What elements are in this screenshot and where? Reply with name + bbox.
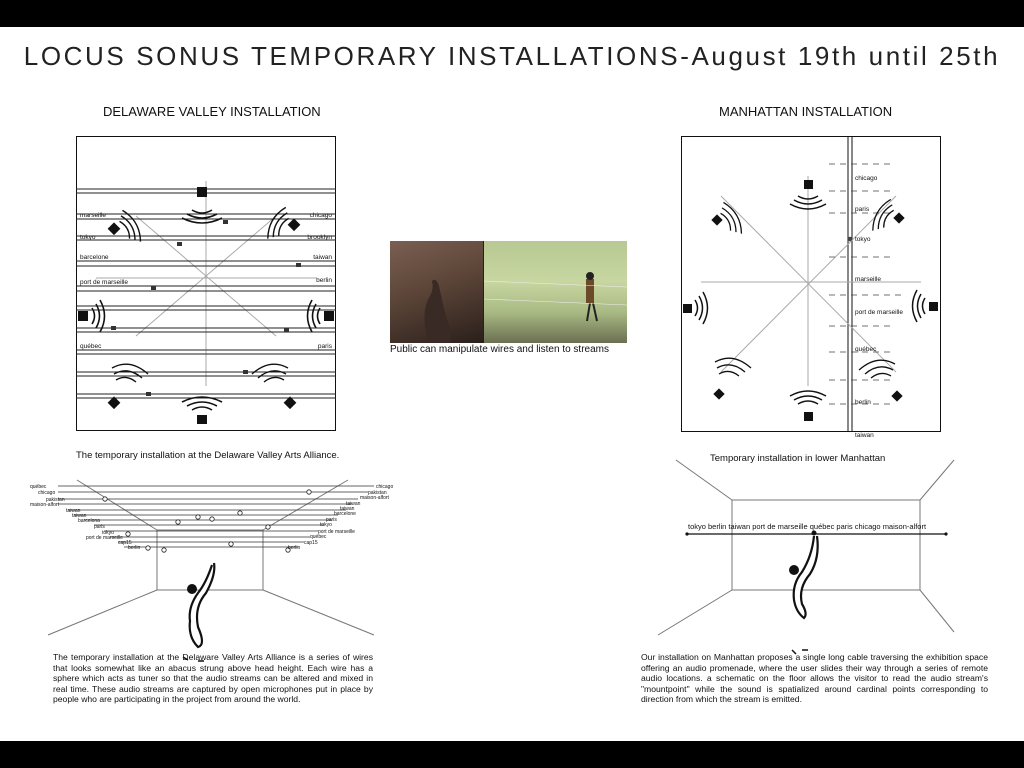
perspective-label: taiwan (72, 513, 87, 519)
cable-label: tokyo berlin taiwan port de marseille québec paris chicago maison-alfort (688, 522, 927, 531)
perspective-label: tokyo (102, 530, 114, 536)
plan-label: berlin (316, 277, 332, 284)
perspective-label: port de marseille (86, 535, 123, 541)
perspective-label: taiwan (340, 506, 355, 512)
manhattan-description: Our installation on Manhattan proposes a single long cable traversing the exhibition space offering an audio promenade, where the user slides their way through a series of remote audio locations. a schematic on the floor allows the visitor to read the audio stream's "mountpoint" while the sound is spatialized around cardinal points corresponding to direction from which the stream is emitted. (641, 652, 988, 705)
perspective-label: paris (94, 524, 105, 530)
delaware-description: The temporary installation at the Delaware Valley Arts Alliance is a series of wires that looks somewhat like an abacus strung above head height. Each wire has a sphere which acts as tuner so that the audio streams can be altered and mixed in real time. These audio streams are captured by open microphones put in place by people who are participating in the project from around the world. (53, 652, 373, 705)
perspective-label: tokyo (320, 522, 332, 528)
plan-label: taiwan (313, 254, 332, 261)
perspective-label: barcelone (334, 511, 356, 517)
perspective-label: chicago (38, 490, 56, 496)
perspective-label: cap15 (118, 540, 132, 546)
perspective-label: berlin (128, 545, 141, 551)
perspective-label: québec (30, 484, 47, 490)
manhattan-caption: Temporary installation in lower Manhattan (710, 453, 886, 464)
person-figure-icon (789, 536, 818, 654)
plan-label: marseille (80, 212, 107, 219)
delaware-floor-plan (76, 136, 336, 431)
delaware-caption: The temporary installation at the Delaware Valley Arts Alliance. (76, 450, 340, 461)
perspective-label: port de marseille (318, 529, 355, 535)
plan-label: port de marseille (80, 279, 129, 286)
plan-label: taiwan (855, 432, 874, 439)
perspective-label: pakistan (368, 490, 387, 496)
perspective-label: québec (310, 534, 327, 540)
plan-label: brooklyn (307, 234, 332, 241)
installation-photo (390, 241, 627, 343)
manhattan-heading: MANHATTAN INSTALLATION (719, 104, 893, 119)
person-figure-icon (183, 563, 214, 661)
plan-label: chicago (855, 175, 878, 182)
plan-label: chicago (309, 212, 332, 219)
perspective-label: berlin (288, 545, 301, 551)
perspective-label: paris (326, 517, 337, 523)
plan-label: paris (317, 343, 332, 350)
manhattan-perspective-drawing (656, 460, 956, 635)
plan-label: marseille (855, 276, 882, 283)
page-title: LOCUS SONUS TEMPORARY INSTALLATIONS-August 19th until 25th (23, 41, 1001, 71)
perspective-label: chicago (376, 484, 394, 490)
perspective-label: cap15 (304, 540, 318, 546)
perspective-label: taiwan (346, 501, 361, 507)
delaware-heading: DELAWARE VALLEY INSTALLATION (103, 104, 321, 119)
perspective-label: taiwan (66, 508, 81, 514)
plan-label: barcelone (80, 254, 109, 261)
plan-label: québec (855, 346, 877, 353)
plan-label: tokyo (80, 234, 96, 241)
plan-label: tokyo (855, 236, 871, 243)
plan-label: paris (855, 206, 870, 213)
perspective-label: maison-alfort (360, 495, 389, 501)
plan-label: berlin (855, 399, 871, 406)
plan-label: port de marseille (855, 309, 904, 316)
manhattan-floor-plan (681, 136, 941, 439)
poster-sheet (0, 27, 1024, 741)
delaware-perspective-drawing (28, 475, 408, 645)
photo-caption: Public can manipulate wires and listen to streams (390, 344, 609, 355)
perspective-label: pakistan (46, 497, 65, 503)
perspective-label: barcelona (78, 518, 100, 524)
plan-label: québec (80, 343, 102, 350)
perspective-label: maison-alfort (30, 502, 59, 508)
